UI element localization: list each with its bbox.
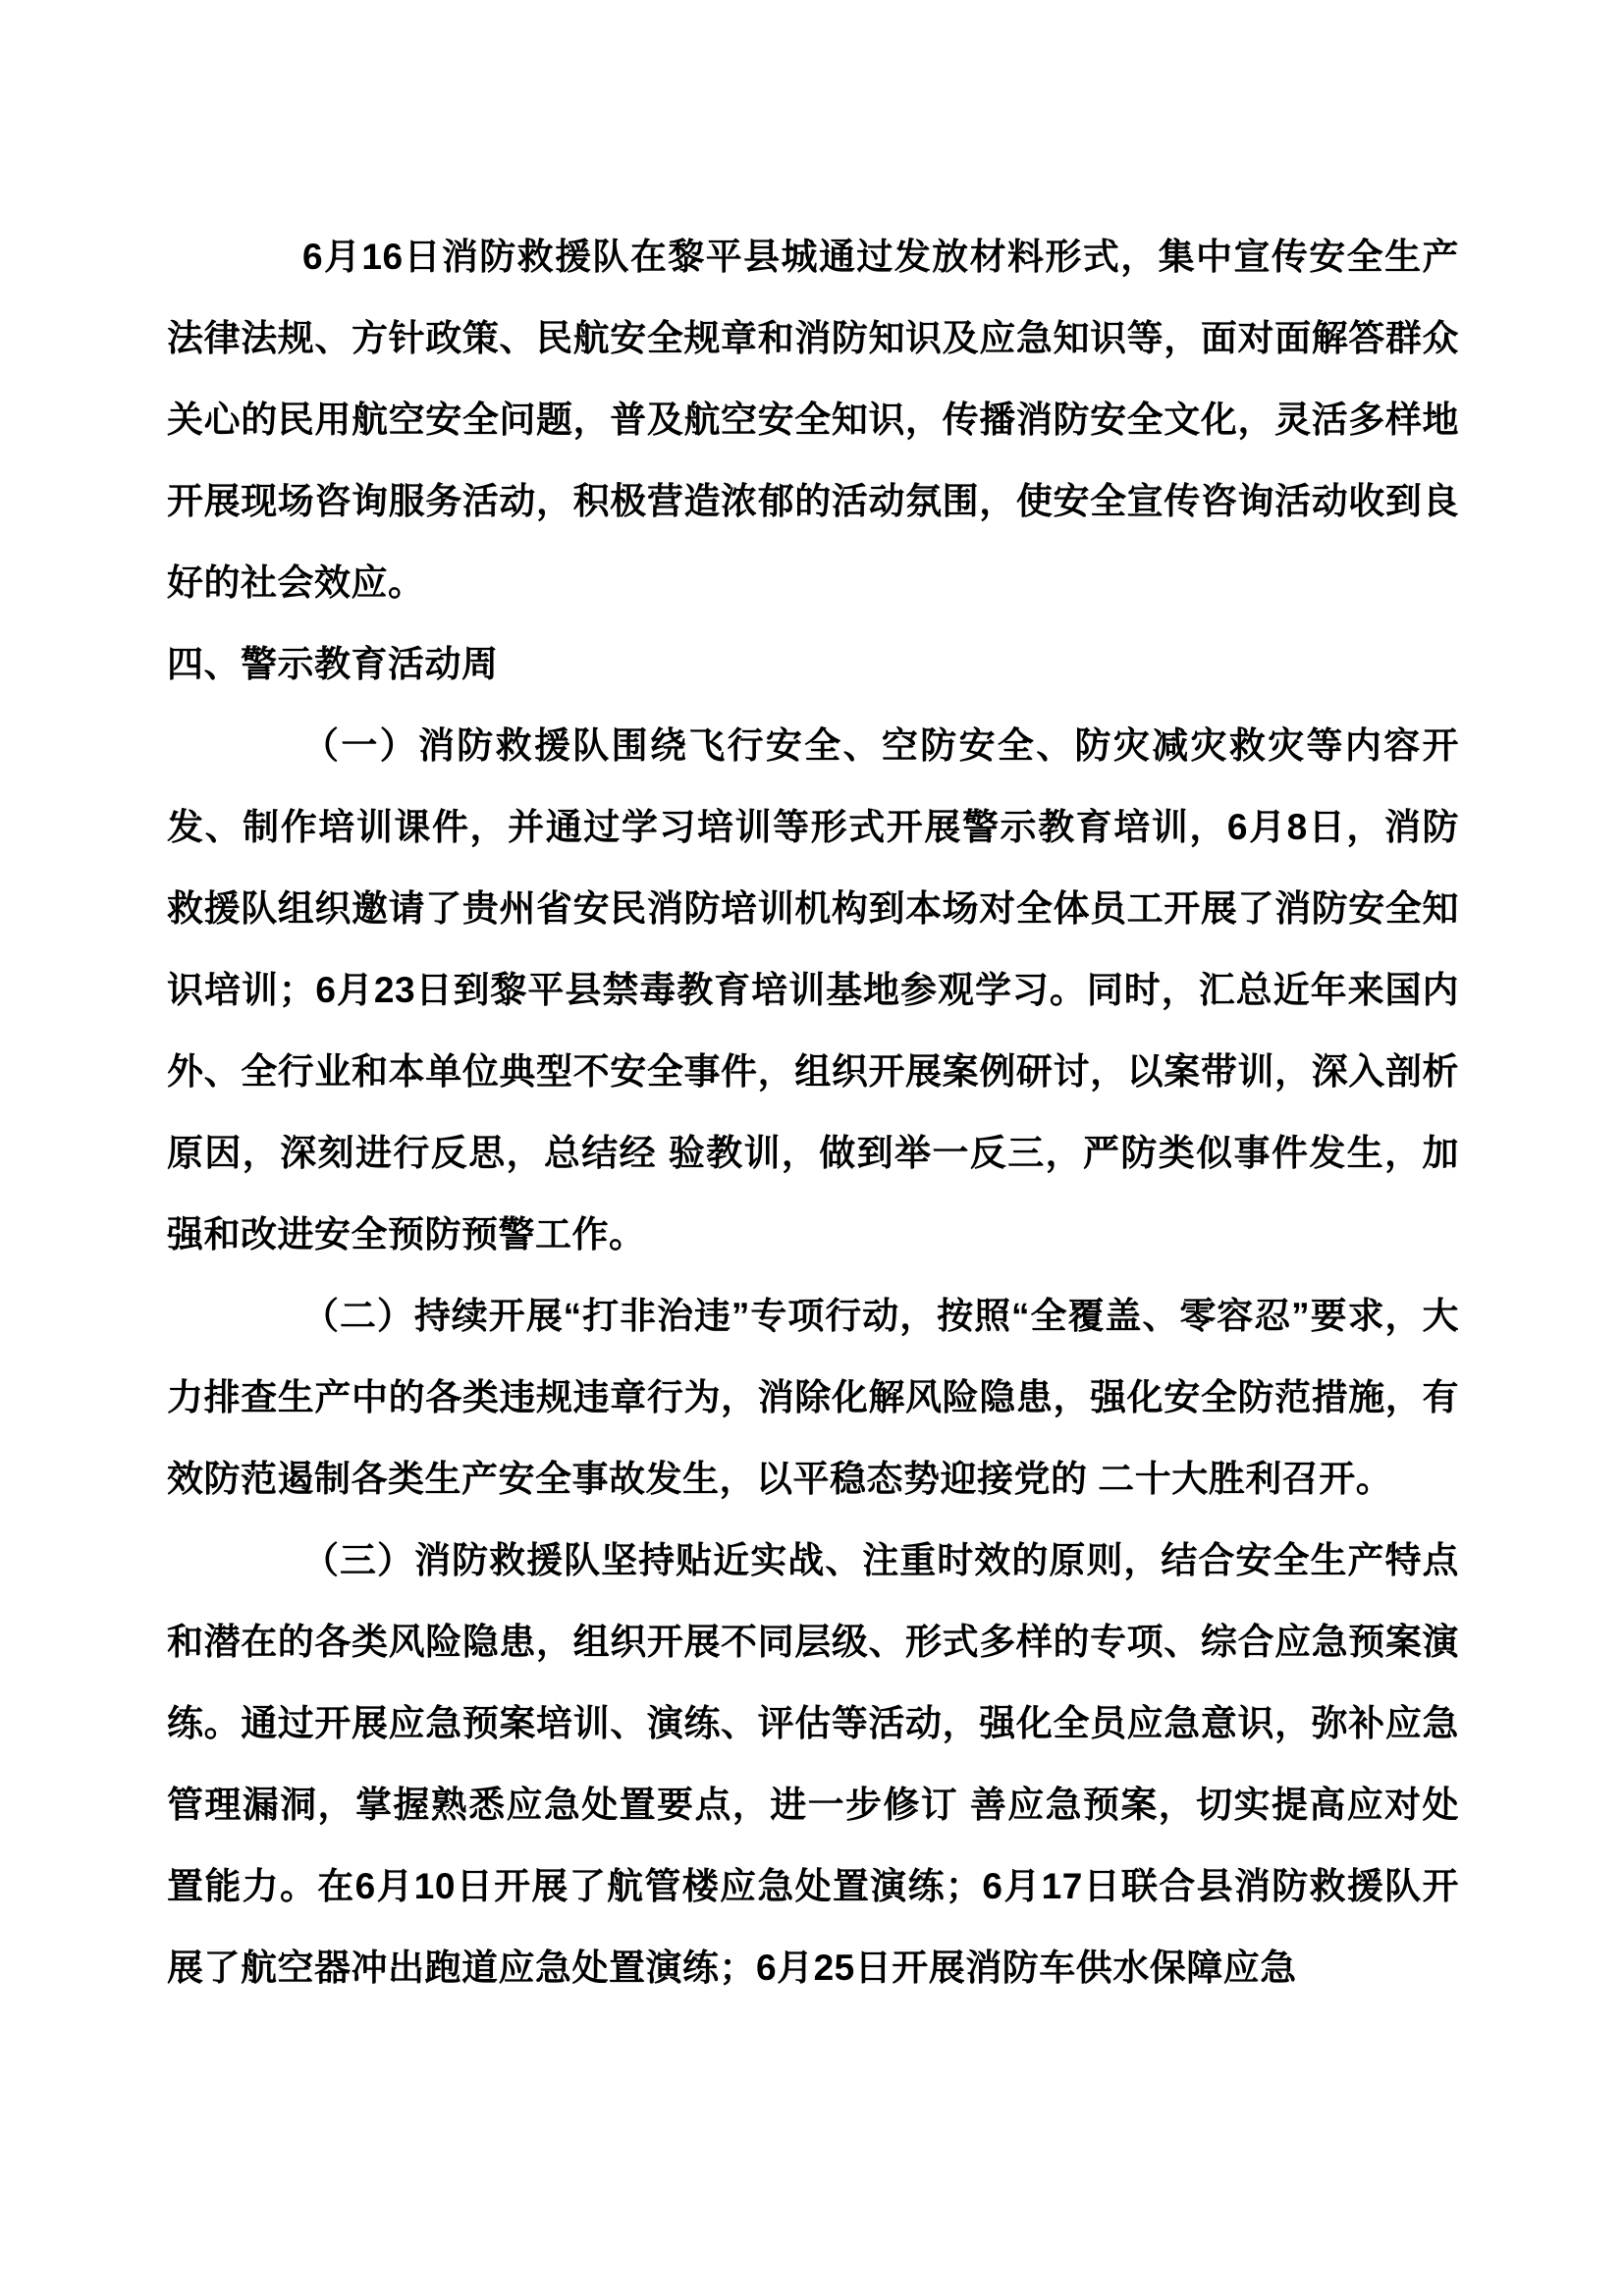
section-heading: 四、警示教育活动周	[167, 644, 499, 684]
body-paragraph: （二）持续开展“打非治违”专项行动，按照“全覆盖、零容忍”要求，大力排查生产中的各类违规违章行为，消除化解风险隐患，强化安全防范措施，有效防范遏制各类生产安全事故发生，以平稳态势迎接党的 二十大胜利召开。	[167, 1296, 1459, 1499]
body-paragraph: （一）消防救援队围绕飞行安全、空防安全、防灾减灾救灾等内容开发、制作培训课件，并通过学习培训等形式开展警示教育培训，6月8日，消防救援队组织邀请了贵州省安民消防培训机构到本场对全体员工开展了消防安全知识培训；6月23日到黎平县禁毒教育培训基地参观学习。同时，汇总近年来国内外、全行业和本单位典型不安全事件，组织开展案例研讨，以案带训，深入剖析原因，深刻进行反思，总结经 验教训，做到举一反三，严防类似事件发生，加强和改进安全预防预警工作。	[167, 725, 1459, 1255]
document-body	[167, 216, 1459, 2008]
body-paragraph: 6月16日消防救援队在黎平县城通过发放材料形式，集中宣传安全生产法律法规、方针政策、民航安全规章和消防知识及应急知识等，面对面解答群众关心的民用航空安全问题，普及航空安全知识，传播消防安全文化，灵活多样地开展现场咨询服务活动，积极营造浓郁的活动氛围，使安全宣传咨询活动收到良好的社会效应。	[167, 237, 1459, 603]
body-paragraph: （三）消防救援队坚持贴近实战、注重时效的原则，结合安全生产特点和潜在的各类风险隐患，组织开展不同层级、形式多样的专项、综合应急预案演练。通过开展应急预案培训、演练、评估等活动，强化全员应急意识，弥补应急管理漏洞，掌握熟悉应急处置要点，进一步修订 善应急预案，切实提高应对处置能力。在6月10日开展了航管楼应急处置演练；6月17日联合县消防救援队开展了航空器冲出跑道应急处置演练；6月25日开展消防车供水保障应急	[167, 1540, 1459, 1988]
